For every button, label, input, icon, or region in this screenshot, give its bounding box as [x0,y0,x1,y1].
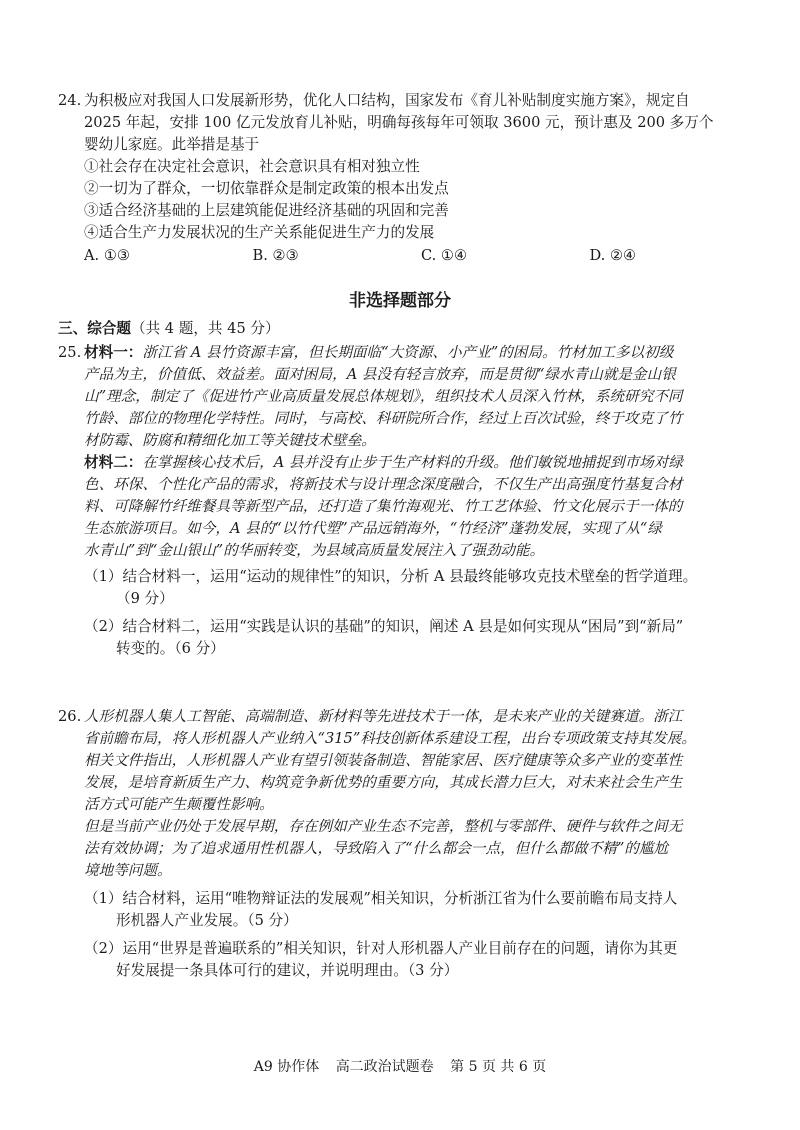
q25-m1-line-5: 材防霉、防腐和精细化加工等关键技术壁垒。 [84,432,376,449]
q26-sub2-line-2: 好发展提一条具体可行的建议，并说明理由。（3 分） [116,962,459,979]
q26-line-8: 境地等问题。 [84,862,172,879]
q25-sub2-line-2: 转变的。（6 分） [116,640,225,657]
q26-line-2: 省前瞻布局，将人形机器人产业纳入“315”科技创新体系建设工程，出台专项政策支持其发展。 [84,730,696,747]
q25-m2-line-3: 料、可降解竹纤维餐具等新型产品，还打造了集竹海观光、竹工艺体验、竹文化展示于一体的 [84,498,683,515]
question-26: 26. 人形机器人集人工智能、高端制造、新材料等先进技术于一体，是未来产业的关键赛道。浙江 省前瞻布局，将人形机器人产业纳入“315”科技创新体系建设工程，出台专项政策支持其发展。 相关文件指出，人形机器人产业有望引领装备制造、智能家居、医疗健康等众多产业的变革性 发展，是培育新质生产力、构筑竞争新优势的重要方向，其成长潜力巨大，对未来社会生产生 活方式可能产生颠覆性影响。 但是当前产业仍处于发展早期，存在例如产业生态不完善，整机与零部件、硬件与软件之间无 法有效协调；为了追求通用性机器人，导致陷入了“什么都会一点，但什么都做不精”的尴尬 境地等问题。 （1）结合材料，运用“唯物辩证法的发展观”相关知识，分析浙江省为什么要前瞻布局支持人 形机器人产业发展。（5 分） （2）运用“世界是普遍联系的”相关知识，针对人形机器人产业目前存在的问题，请你为其更 好发展提一条具体可行的建议，并说明理由。（3 分） [58,706,758,982]
material-1-label: 材料一： [84,344,143,361]
q26-line-6: 但是当前产业仍处于发展早期，存在例如产业生态不完善，整机与零部件、硬件与软件之间无 [84,818,683,835]
q26-line-3: 相关文件指出，人形机器人产业有望引领装备制造、智能家居、医疗健康等众多产业的变革性 [84,752,683,769]
q26-sub2-line-1: （2）运用“世界是普遍联系的”相关知识，针对人形机器人产业目前存在的问题，请你为其更 [84,940,678,957]
q24-options [58,244,758,268]
q25-m1-line-3: 山”理念，制定了《促进竹产业高质量发展总体规划》，组织技术人员深入竹林，系统研究不同 [84,388,683,405]
q25-sub1-line-1: （1）结合材料一，运用“运动的规律性”的知识，分析 A 县最终能够攻克技术壁垒的哲学道理。 [84,568,698,585]
section-heading [58,318,758,340]
q24-statement-3: ③适合经济基础的上层建筑能促进经济基础的巩固和完善 [84,202,449,219]
section-heading-note: （共 4 题，共 45 分） [130,320,280,337]
footer-page-number: 第 5 页 共 6 页 [450,1059,547,1075]
q26-line-5: 活方式可能产生颠覆性影响。 [84,796,274,813]
question-number: 25. [58,344,82,361]
q26-line-7: 法有效协调；为了追求通用性机器人，导致陷入了“什么都会一点，但什么都做不精”的尴尬 [84,840,669,857]
q25-m1-line-2: 产品为主，价值低、效益差。面对困局，A 县没有轻言放弃，而是贯彻“绿水青山就是金山银 [84,366,676,383]
question-number: 24. [58,92,82,109]
question-number: 26. [58,708,82,725]
question-25: 25. 材料一：浙江省 A 县竹资源丰富，但长期面临“大资源、小产业”的困局。竹材加工多以初级 产品为主，价值低、效益差。面对困局，A 县没有轻言放弃，而是贯彻“绿水青山就是金山银 山”理念，制定了《促进竹产业高质量发展总体规划》，组织技术人员深入竹林，系统研究不同 竹龄、部位的物理化学特性。同时，与高校、科研院所合作，经过上百次试验，终于攻克了竹 材防霉、防腐和精细化加工等关键技术壁垒。 材料二：在掌握核心技术后，A 县并没有止步于生产材料的升级。他们敏锐地捕捉到市场对绿 色、环保、个性化产品的需求，将新技术与设计理念深度融合，不仅生产出高强度竹基复合材 料、可降解竹纤维餐具等新型产品，还打造了集竹海观光、竹工艺体验、竹文化展示于一体的 生态旅游项目。如今，A 县的“以竹代塑”产品远销海外，“竹经济”蓬勃发展，实现了从“绿 水青山”到“金山银山”的华丽转变，为县域高质量发展注入了强劲动能。 （1）结合材料一，运用“运动的规律性”的知识，分析 A 县最终能够攻克技术壁垒的哲学道理。 （9 分） （2）结合材料二，运用“实践是认识的基础”的知识，阐述 A 县是如何实现从“困局”到“新局” 转变的。（6 分） [58,342,758,660]
question-24 [58,90,758,268]
q24-line-2: 2025 年起，安排 100 亿元发放育儿补贴，明确每孩每年可领取 3600 元，预计惠及 200 多万个 [84,114,714,131]
option-a: A. ①③ [84,247,130,264]
footer-org: A9 协作体 [253,1059,320,1075]
section-title: 非选择题部分 [349,291,451,311]
q26-line-4: 发展，是培育新质生产力、构筑竞争新优势的重要方向，其成长潜力巨大，对未来社会生产生 [84,774,683,791]
option-b: B. ②③ [252,247,299,264]
q24-statement-1: ①社会存在决定社会意识，社会意识具有相对独立性 [84,158,420,175]
q25-m2-line-4: 生态旅游项目。如今，A 县的“以竹代塑”产品远销海外，“竹经济”蓬勃发展，实现了从“绿 [84,520,662,537]
q24-statement-4: ④适合生产力发展状况的生产关系能促进生产力的发展 [84,224,435,241]
q25-sub1-line-2: （9 分） [116,590,174,607]
q26-sub1-line-2: 形机器人产业发展。（5 分） [116,912,298,929]
q24-line-3: 婴幼儿家庭。此举措是基于 [84,136,260,153]
q24-statement-2: ②一切为了群众，一切依靠群众是制定政策的根本出发点 [84,180,449,197]
q24-line-1: 24. 为积极应对我国人口发展新形势，优化人口结构，国家发布《育儿补贴制度实施方案》，规定自 [58,90,758,112]
option-d: D. ②④ [589,247,637,264]
section-heading-label: 三、综合题 [58,320,131,337]
material-2-label: 材料二： [84,454,143,471]
q25-m2-line-5: 水青山”到“金山银山”的华丽转变，为县域高质量发展注入了强劲动能。 [84,542,545,559]
footer-paper: 高二政治试题卷 [335,1059,434,1075]
option-c: C. ①④ [421,247,468,264]
page-footer [0,1056,800,1076]
q25-m1-line-4: 竹龄、部位的物理化学特性。同时，与高校、科研院所合作，经过上百次试验，终于攻克了竹 [84,410,683,427]
q26-sub1-line-1: （1）结合材料，运用“唯物辩证法的发展观”相关知识，分析浙江省为什么要前瞻布局支持人 [84,890,678,907]
q25-m2-line-2: 色、环保、个性化产品的需求，将新技术与设计理念深度融合，不仅生产出高强度竹基复合材 [84,476,683,493]
q25-sub2-line-1: （2）结合材料二，运用“实践是认识的基础”的知识，阐述 A 县是如何实现从“困局”到“新局” [84,618,684,635]
